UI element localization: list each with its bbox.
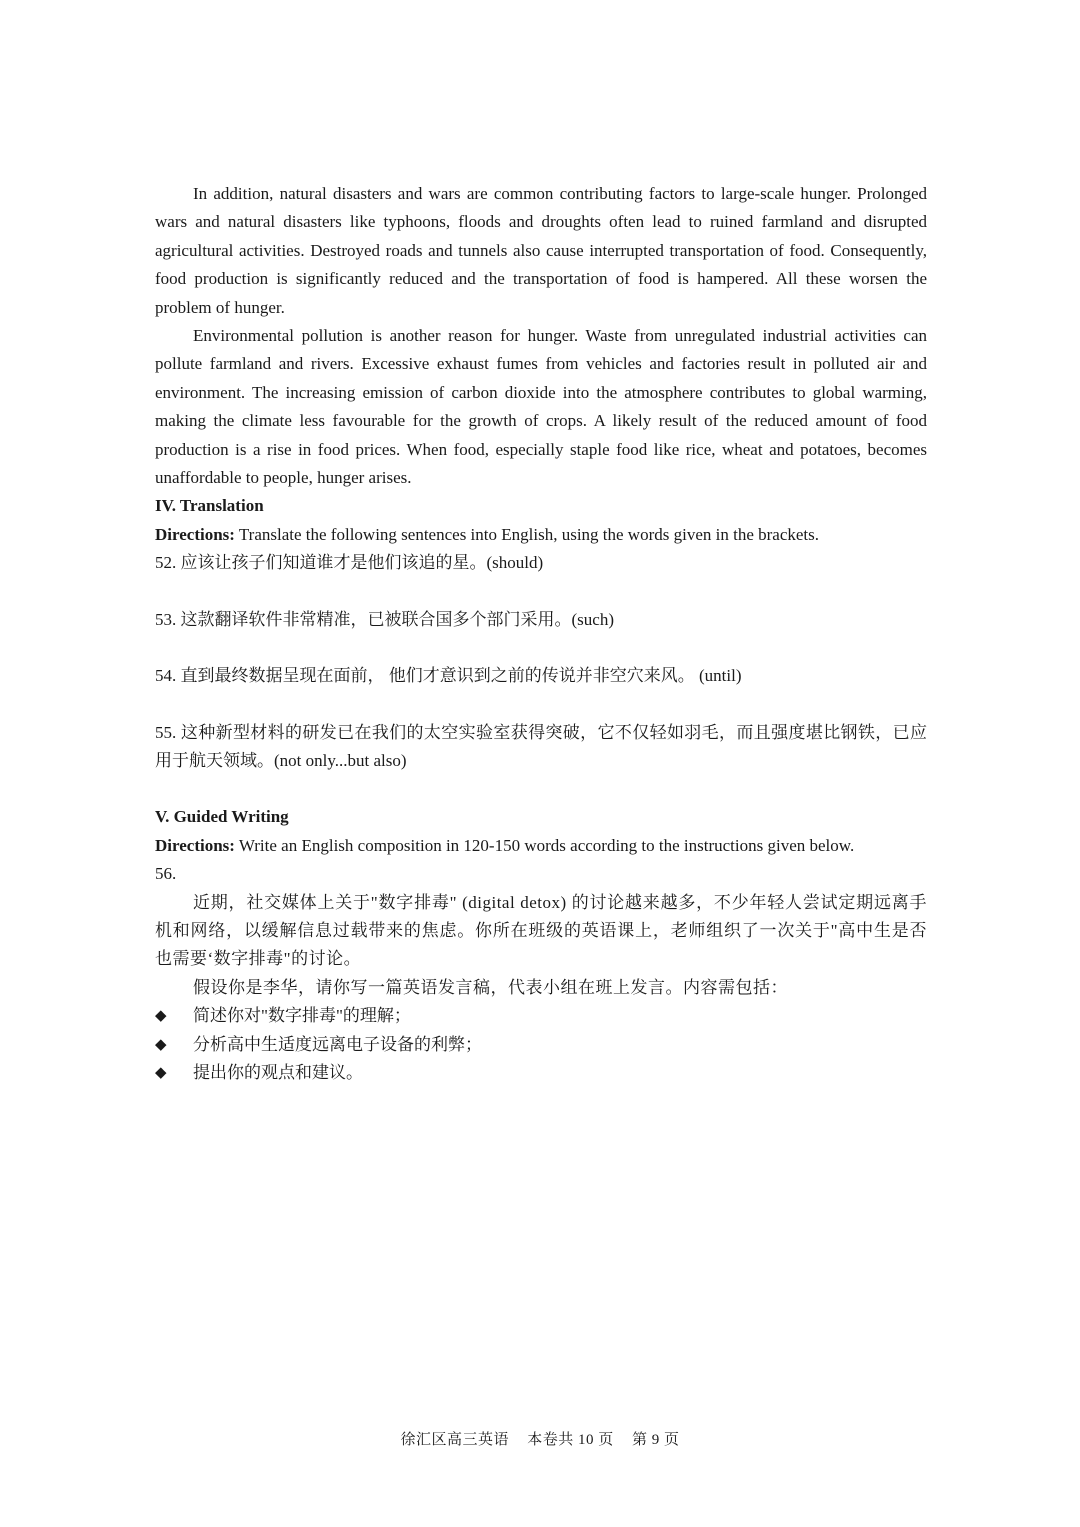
passage-paragraph-2: Environmental pollution is another reason for hunger. Waste from unregulated industrial activities can pollute farmland and rivers. Excessive exhaust fumes from vehicles and factories result in polluted air and environment. The increasing emission of carbon dioxide into the atmosphere contributes to global warming, making the climate less favourable for the growth of crops. A likely result of the reduced amount of food production is a rise in food prices. When food, especially staple food like rice, wheat and potatoes, becomes unaffordable to people, hunger arises. xyxy=(155,326,927,488)
translation-directions xyxy=(155,521,927,549)
writing-prompt-context: 近期，社交媒体上关于"数字排毒" (digital detox) 的讨论越来越多，不少年轻人尝试定期远离手机和网络，以缓解信息过载带来的焦虑。你所在班级的英语课上，老师组织了一次关于"高中生是否也需要‘数字排毒"的讨论。 xyxy=(155,892,927,969)
diamond-bullet-icon: ◆ xyxy=(155,1008,167,1025)
bullet-text: 简述你对"数字排毒"的理解； xyxy=(193,1006,411,1026)
footer-exam-title: 徐汇区高三英语 xyxy=(400,1432,509,1448)
exam-page xyxy=(155,180,927,1087)
question-55: 55. 这种新型材料的研发已在我们的太空实验室获得突破，它不仅轻如羽毛，而且强度堪比钢铁，已应用于航天领域。(not only...but also) xyxy=(155,722,927,770)
diamond-bullet-icon: ◆ xyxy=(155,1036,167,1053)
translation-heading: IV. Translation xyxy=(155,496,264,516)
writing-directions xyxy=(155,832,927,860)
diamond-bullet-icon: ◆ xyxy=(155,1064,167,1081)
directions-label: Directions: xyxy=(155,524,235,544)
list-item xyxy=(155,1002,927,1030)
directions-text: Translate the following sentences into English, using the words given in the brackets. xyxy=(234,524,820,544)
directions-text: Write an English composition in 120-150 words according to the instructions given below. xyxy=(234,835,855,855)
footer-page-number: 第 9 页 xyxy=(632,1432,680,1448)
footer-total-pages: 本卷共 10 页 xyxy=(527,1432,614,1448)
question-56-number: 56. xyxy=(155,864,177,884)
directions-label: Directions: xyxy=(155,835,235,855)
writing-heading: V. Guided Writing xyxy=(155,807,289,827)
bullet-text: 提出你的观点和建议。 xyxy=(193,1062,363,1082)
writing-prompt-task: 假设你是李华，请你写一篇英语发言稿，代表小组在班上发言。内容需包括： xyxy=(193,977,788,997)
passage-paragraph-1: In addition, natural disasters and wars are common contributing factors to large-scale hunger. Prolonged wars and natural disasters like typhoons, floods and droughts often lead to ruined farmland and disrupted agricultural activities. Destroyed roads and tunnels also cause interrupted transportation of food. Consequently, food production is significantly reduced and the transportation of food is hampered. All these worsen the problem of hunger. xyxy=(155,184,927,317)
bullet-text: 分析高中生适度远离电子设备的利弊； xyxy=(193,1034,482,1054)
question-53: 53. 这款翻译软件非常精准，已被联合国多个部门采用。(such) xyxy=(155,609,614,629)
question-52: 52. 应该让孩子们知道谁才是他们该追的星。(should) xyxy=(155,553,544,573)
list-item xyxy=(155,1059,927,1087)
question-54: 54. 直到最终数据呈现在面前， 他们才意识到之前的传说并非空穴来风。 (until) xyxy=(155,666,742,686)
page-footer xyxy=(0,1428,1080,1449)
list-item xyxy=(155,1031,927,1059)
